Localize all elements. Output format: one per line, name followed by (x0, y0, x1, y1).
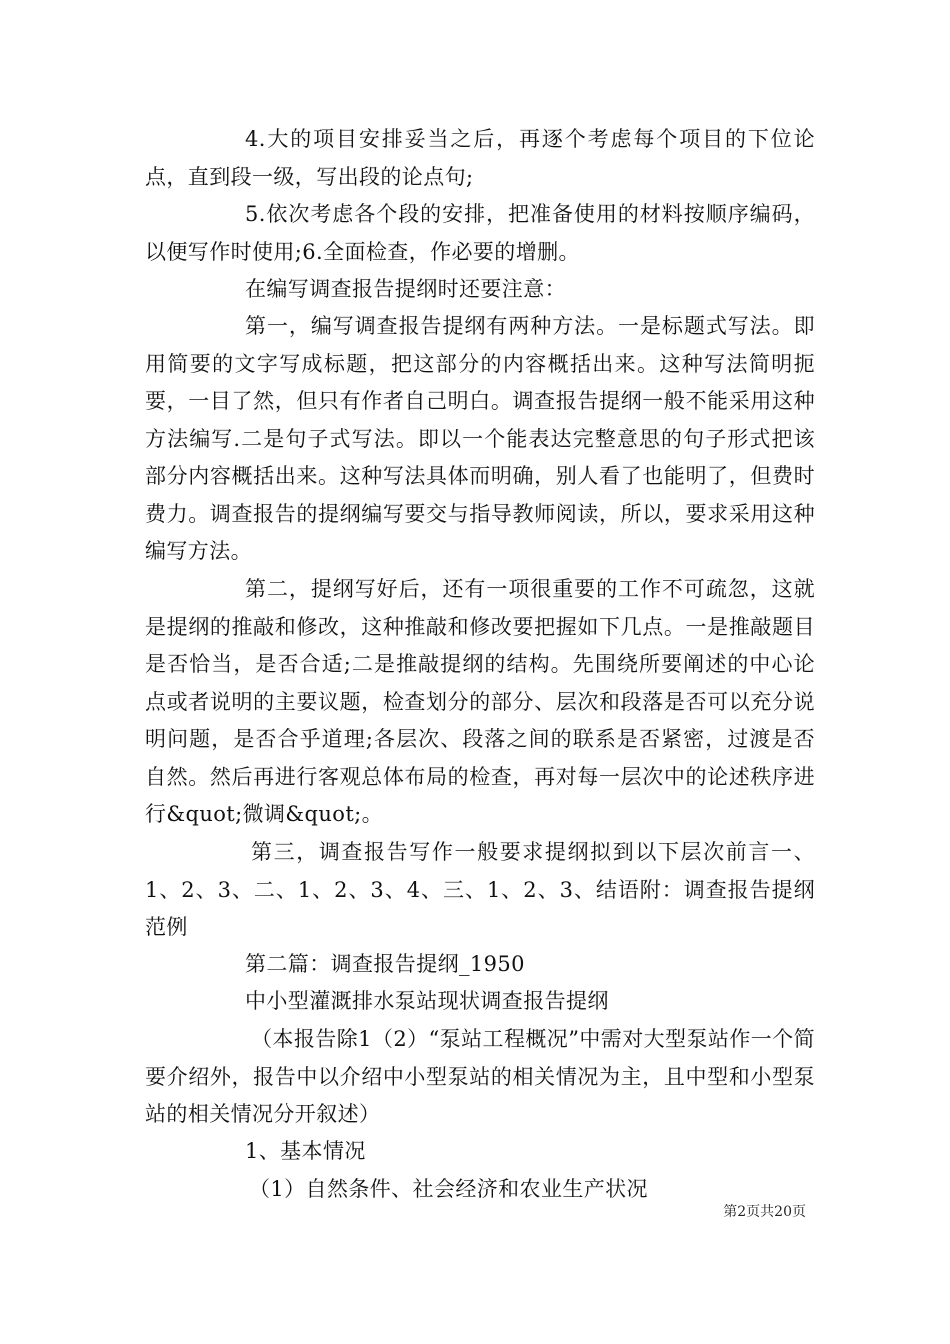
page-number-footer: 第2页共20页 (723, 1204, 806, 1220)
subheading-natural-conditions: （1）自然条件、社会经济和农业生产状况 (249, 1177, 648, 1201)
paragraph-third-point: 第三，调查报告写作一般要求提纲拟到以下层次前言一、1、2、3、二、1、2、3、4、三、1、2、3、结语附：调查报告提纲范例 (145, 840, 815, 939)
section-title-second-article: 第二篇：调查报告提纲_1950 (245, 952, 525, 976)
paragraph-item-5: 5.依次考虑各个段的安排，把准备使用的材料按顺序编码，以便写作时使用;6.全面检查，作必要的增删。 (145, 202, 815, 264)
paragraph-second-point: 第二，提纲写好后，还有一项很重要的工作不可疏忽，这就是提纲的推敲和修改，这种推敲和修改要把握如下几点。一是推敲题目是否恰当，是否合适;二是推敲提纲的结构。先围绕所要阐述的中心论点或者说明的主要议题，检查划分的部分、层次和段落是否可以充分说明问题，是否合乎道理;各层次、段落之间的联系是否紧密，过渡是否自然。然后再进行客观总体布局的检查，再对每一层次中的论述秩序进行&quot;微调&quot;。 (145, 577, 815, 826)
paragraph-first-point: 第一，编写调查报告提纲有两种方法。一是标题式写法。即用简要的文字写成标题，把这部分的内容概括出来。这种写法简明扼要，一目了然，但只有作者自己明白。调查报告提纲一般不能采用这种方法编写.二是句子式写法。即以一个能表达完整意思的句子形式把该部分内容概括出来。这种写法具体而明确，别人看了也能明了，但费时费力。调查报告的提纲编写要交与指导教师阅读，所以，要求采用这种编写方法。 (145, 314, 815, 563)
report-title: 中小型灌溉排水泵站现状调查报告提纲 (245, 989, 609, 1013)
heading-basic-situation: 1、基本情况 (245, 1139, 366, 1163)
paragraph-item-4: 4.大的项目安排妥当之后，再逐个考虑每个项目的下位论点，直到段一级，写出段的论点句; (145, 127, 815, 189)
report-scope-note: （本报告除1（2）“泵站工程概况”中需对大型泵站作一个简要介绍外，报告中以介绍中小型泵站的相关情况为主，且中型和小型泵站的相关情况分开叙述） (145, 1027, 815, 1126)
paragraph-note-intro: 在编写调查报告提纲时还要注意： (245, 277, 566, 301)
